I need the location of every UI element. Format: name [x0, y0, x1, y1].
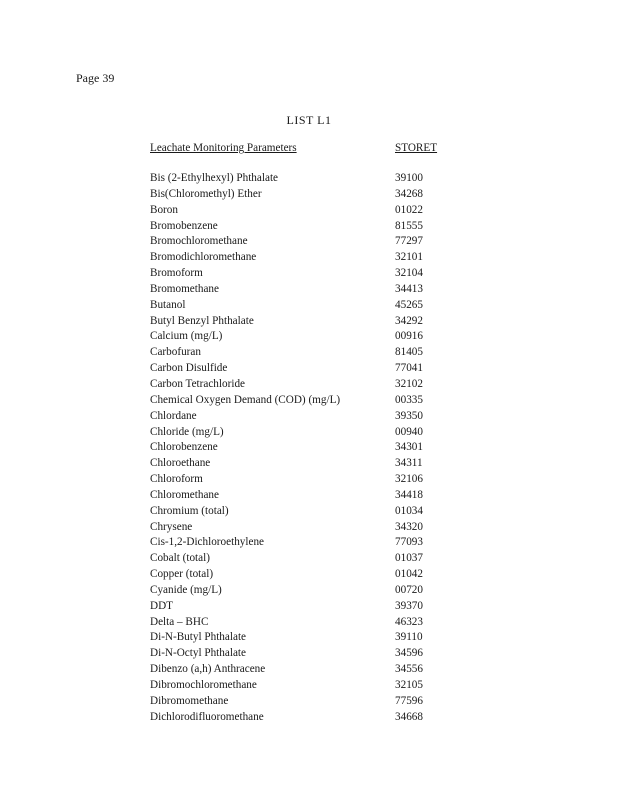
- parameter-name: Chloroform: [150, 473, 203, 486]
- storet-code: 39110: [395, 631, 423, 644]
- parameter-name: Bromobenzene: [150, 219, 218, 232]
- parameters-table: [150, 140, 450, 726]
- table-row: [150, 409, 450, 425]
- table-row: [150, 203, 450, 219]
- parameter-name: DDT: [150, 599, 173, 612]
- table-row: [150, 694, 450, 710]
- table-row: [150, 615, 450, 631]
- storet-code: 32106: [395, 473, 423, 486]
- table-row: [150, 234, 450, 250]
- table-row: [150, 187, 450, 203]
- storet-code: 39350: [395, 409, 423, 422]
- storet-code: 34311: [395, 457, 423, 470]
- table-row: [150, 535, 450, 551]
- parameter-name: Carbofuran: [150, 346, 201, 359]
- storet-code: 32104: [395, 267, 423, 280]
- table-row: [150, 361, 450, 377]
- storet-code: 32101: [395, 251, 423, 264]
- table-row: [150, 282, 450, 298]
- table-row: [150, 329, 450, 345]
- parameter-name: Chlorobenzene: [150, 441, 218, 454]
- parameter-name: Cyanide (mg/L): [150, 583, 222, 596]
- storet-code: 46323: [395, 615, 423, 628]
- storet-code: 01037: [395, 552, 423, 565]
- storet-code: 01022: [395, 203, 423, 216]
- parameter-name: Calcium (mg/L): [150, 330, 223, 343]
- parameter-name: Di-N-Octyl Phthalate: [150, 647, 247, 660]
- parameter-name: Chromium (total): [150, 504, 229, 517]
- parameter-name: Dichlorodifluoromethane: [150, 710, 264, 723]
- page-number: Page 39: [76, 71, 115, 85]
- table-row: [150, 219, 450, 235]
- parameter-name: Dibromomethane: [150, 694, 229, 707]
- storet-code: 00940: [395, 425, 423, 438]
- storet-code: 81555: [395, 219, 423, 232]
- table-row: [150, 456, 450, 472]
- table-row: [150, 583, 450, 599]
- table-row: [150, 551, 450, 567]
- storet-code: 34668: [395, 710, 423, 723]
- storet-code: 01042: [395, 568, 423, 581]
- parameter-name: Chloride (mg/L): [150, 425, 224, 438]
- table-row: [150, 440, 450, 456]
- table-row: [150, 345, 450, 361]
- storet-code: 77596: [395, 694, 423, 707]
- storet-code: 34413: [395, 282, 423, 295]
- table-row: [150, 488, 450, 504]
- storet-code: 77041: [395, 362, 423, 375]
- parameter-name: Copper (total): [150, 568, 214, 581]
- parameter-name: Bromoform: [150, 267, 203, 280]
- parameter-name: Dibenzo (a,h) Anthracene: [150, 663, 266, 676]
- storet-code: 32102: [395, 377, 423, 390]
- parameter-name: Boron: [150, 203, 178, 216]
- table-row: [150, 504, 450, 520]
- parameter-name: Dibromochloromethane: [150, 679, 257, 691]
- table-row: [150, 646, 450, 662]
- parameter-name: Cobalt (total): [150, 552, 210, 565]
- table-row: [150, 520, 450, 536]
- parameter-name: Chloromethane: [150, 488, 219, 501]
- parameter-name: Bis(Chloromethyl) Ether: [150, 187, 262, 200]
- table-row: [150, 377, 450, 393]
- parameter-name: Chemical Oxygen Demand (COD) (mg/L): [150, 393, 341, 406]
- table-row: [150, 472, 450, 488]
- storet-code: 39370: [395, 599, 423, 612]
- parameter-name: Bis (2-Ethylhexyl) Phthalate: [150, 172, 279, 184]
- parameter-name: Butanol: [150, 298, 186, 311]
- storet-code: 77093: [395, 536, 423, 549]
- parameter-name: Chlordane: [150, 409, 197, 422]
- table-row: [150, 567, 450, 583]
- table-row: [150, 314, 450, 330]
- storet-column-header: STORET: [395, 142, 438, 154]
- table-row: [150, 630, 450, 646]
- table-header: [150, 140, 450, 156]
- storet-code: 39100: [395, 172, 423, 184]
- parameter-name: Bromomethane: [150, 282, 219, 295]
- table-row: [150, 662, 450, 678]
- parameter-name: Cis-1,2-Dichloroethylene: [150, 536, 265, 549]
- parameter-name: Chrysene: [150, 520, 193, 533]
- storet-code: 34556: [395, 663, 423, 676]
- table-row: [150, 250, 450, 266]
- parameter-column-header: Leachate Monitoring Parameters: [150, 142, 297, 154]
- table-row: [150, 678, 450, 694]
- storet-code: 34292: [395, 314, 423, 327]
- list-title: LIST L1: [286, 113, 332, 127]
- storet-code: 34301: [395, 441, 423, 454]
- parameter-name: Chloroethane: [150, 457, 211, 470]
- storet-code: 45265: [395, 298, 423, 311]
- table-row: [150, 298, 450, 314]
- storet-code: 00335: [395, 393, 423, 406]
- parameter-name: Bromodichloromethane: [150, 251, 257, 264]
- storet-code: 00720: [395, 583, 423, 596]
- storet-code: 34418: [395, 488, 423, 501]
- table-row: [150, 393, 450, 409]
- table-body: [150, 171, 450, 726]
- table-row: [150, 171, 450, 187]
- storet-code: 34320: [395, 520, 423, 533]
- parameter-name: Di-N-Butyl Phthalate: [150, 631, 247, 644]
- table-row: [150, 266, 450, 282]
- parameter-name: Carbon Tetrachloride: [150, 377, 245, 390]
- parameter-name: Bromochloromethane: [150, 235, 248, 248]
- parameter-name: Butyl Benzyl Phthalate: [150, 314, 254, 327]
- table-row: [150, 599, 450, 615]
- parameter-name: Carbon Disulfide: [150, 362, 228, 375]
- storet-code: 81405: [395, 346, 423, 359]
- table-row: [150, 710, 450, 726]
- storet-code: 01034: [395, 504, 423, 517]
- storet-code: 34268: [395, 187, 423, 200]
- storet-code: 32105: [395, 679, 423, 691]
- storet-code: 00916: [395, 330, 423, 343]
- table-row: [150, 425, 450, 441]
- storet-code: 34596: [395, 647, 423, 660]
- storet-code: 77297: [395, 235, 423, 248]
- parameter-name: Delta – BHC: [150, 615, 209, 628]
